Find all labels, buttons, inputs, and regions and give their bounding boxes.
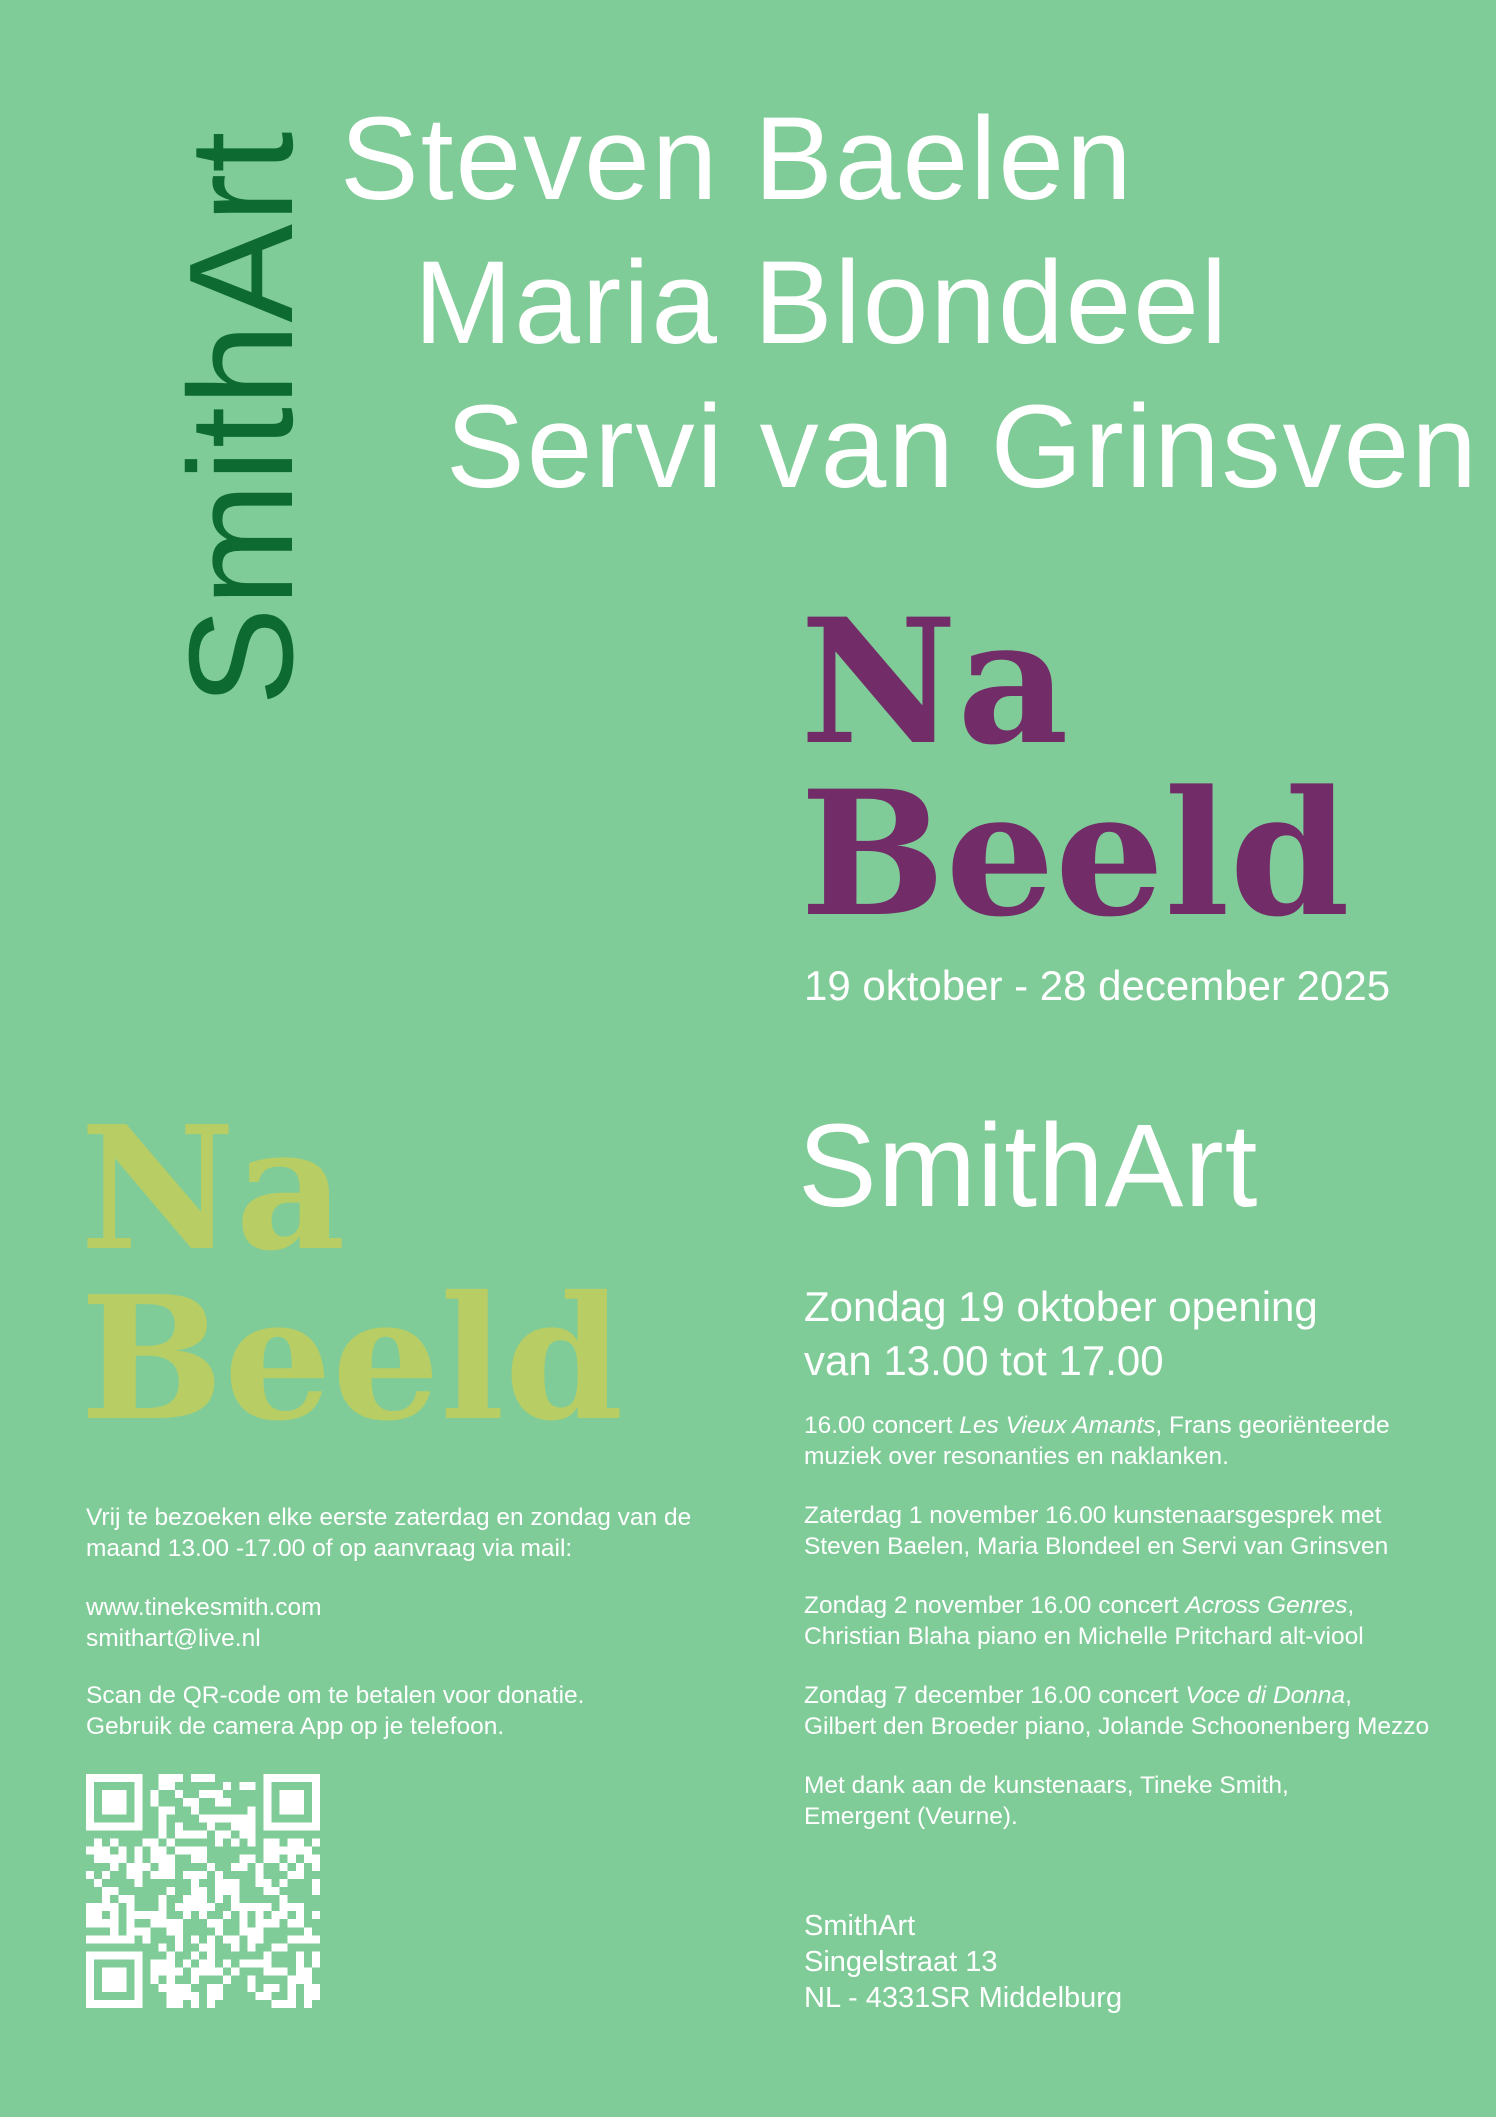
address-street: Singelstraat 13	[804, 1946, 998, 1978]
artist-name-1: Steven Baelen	[340, 93, 1134, 225]
visit-info	[86, 1502, 691, 1564]
artist-name-2: Maria Blondeel	[414, 237, 1230, 369]
opening-line-2: van 13.00 tot 17.00	[804, 1337, 1164, 1384]
website-link[interactable]: www.tinekesmith.com	[86, 1594, 322, 1621]
concert-2-line-2: Christian Blaha piano en Michelle Pritchard alt-viool	[804, 1623, 1364, 1650]
acknowledgements	[804, 1770, 1289, 1832]
main-title-line-2: Beeld	[800, 752, 1350, 955]
qr-code-icon[interactable]	[86, 1774, 320, 2008]
qr-line-1: Scan de QR-code om te betalen voor donatie.	[86, 1682, 585, 1709]
talk-line-2: Steven Baelen, Maria Blondeel en Servi van Grinsven	[804, 1533, 1389, 1560]
main-title-line-1: Na	[800, 580, 1069, 783]
vertical-brand-logo: SmithArt	[159, 130, 324, 706]
thanks-line-2: Emergent (Veurne).	[804, 1803, 1018, 1830]
address-city: NL - 4331SR Middelburg	[804, 1982, 1123, 2014]
visit-line-1: Vrij te bezoeken elke eerste zaterdag en zondag van de	[86, 1504, 692, 1531]
contact-info	[86, 1592, 322, 1654]
venue-address	[804, 1908, 1122, 2016]
opening-info	[804, 1280, 1318, 1388]
opening-line-1: Zondag 19 oktober opening	[804, 1283, 1318, 1330]
venue-heading: SmithArt	[798, 1100, 1259, 1232]
concert-2-prefix: Zondag 2 november 16.00 concert	[804, 1592, 1186, 1619]
concert-1-prefix: 16.00 concert	[804, 1412, 960, 1439]
talk-line-1: Zaterdag 1 november 16.00 kunstenaarsgesprek met	[804, 1502, 1382, 1529]
email-link[interactable]: smithart@live.nl	[86, 1625, 261, 1652]
main-title	[800, 580, 1350, 955]
concert-2-title: Across Genres	[1185, 1592, 1348, 1619]
concert-3-suffix: ,	[1345, 1682, 1352, 1709]
thanks-line-1: Met dank aan de kunstenaars, Tineke Smith,	[804, 1772, 1289, 1799]
concert-3-prefix: Zondag 7 december 16.00 concert	[804, 1682, 1186, 1709]
event-concert-2	[804, 1590, 1364, 1652]
secondary-title	[80, 1089, 624, 1459]
event-concert-1	[804, 1410, 1390, 1472]
address-name: SmithArt	[804, 1910, 916, 1942]
concert-3-line-2: Gilbert den Broeder piano, Jolande Schoonenberg Mezzo	[804, 1713, 1430, 1740]
event-concert-3	[804, 1680, 1429, 1742]
artist-name-3: Servi van Grinsven	[446, 381, 1479, 513]
exhibition-date-range: 19 oktober - 28 december 2025	[804, 962, 1391, 1009]
qr-instructions	[86, 1680, 584, 1742]
secondary-title-line-1: Na	[80, 1089, 346, 1289]
concert-1-line-2: muziek over resonanties en naklanken.	[804, 1443, 1229, 1470]
secondary-title-line-2: Beeld	[80, 1259, 624, 1459]
qr-line-2: Gebruik de camera App op je telefoon.	[86, 1713, 505, 1740]
concert-2-suffix: ,	[1347, 1592, 1355, 1619]
concert-1-suffix: , Frans georiënteerde	[1155, 1412, 1390, 1439]
concert-3-title: Voce di Donna	[1185, 1682, 1346, 1709]
visit-line-2: maand 13.00 -17.00 of op aanvraag via mail:	[86, 1535, 573, 1562]
event-artist-talk	[804, 1500, 1388, 1562]
concert-1-title: Les Vieux Amants	[959, 1412, 1156, 1439]
